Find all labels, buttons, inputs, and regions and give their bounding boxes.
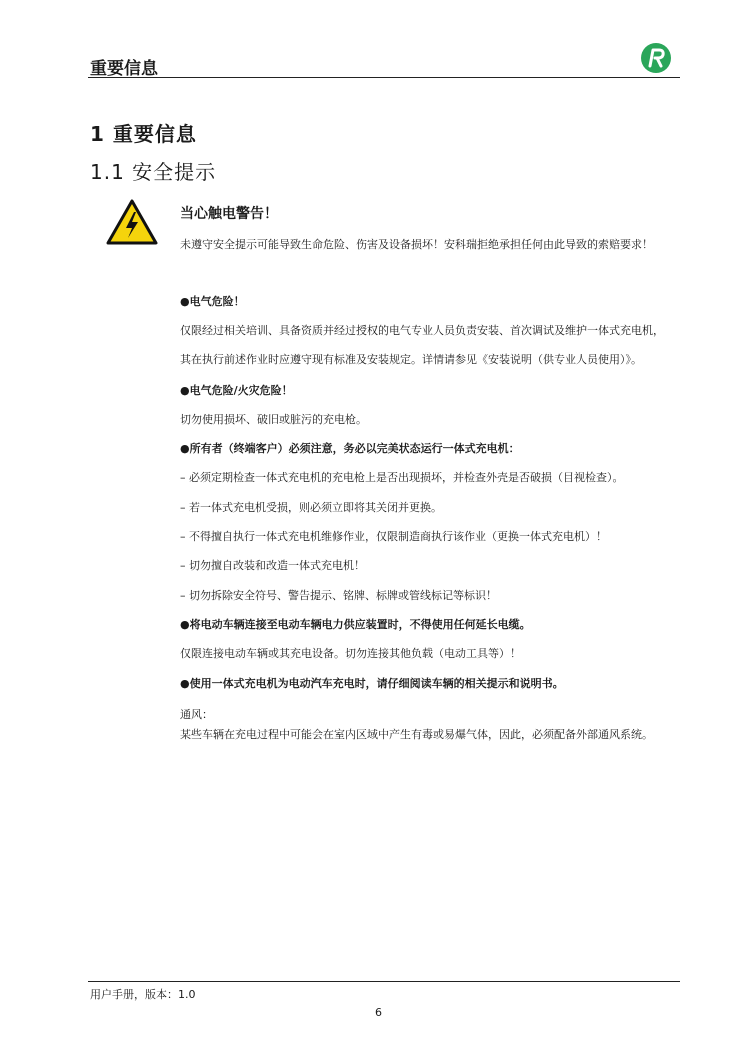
subsection-heading: 1.1 安全提示 — [90, 160, 217, 184]
paragraph-line: 切勿使用损坏、破旧或脏污的充电枪。 — [180, 413, 367, 426]
paragraph-line: 某些车辆在充电过程中可能会在室内区域中产生有毒或易爆气体，因此，必须配备外部通风系统。 — [180, 728, 653, 741]
list-item: – 不得擅自执行一体式充电机维修作业，仅限制造商执行该作业（更换一体式充电机）！ — [180, 530, 607, 543]
list-item: – 必须定期检查一体式充电机的充电枪上是否出现损坏，并检查外壳是否破损（目视检查）。 — [180, 471, 624, 484]
list-item: – 若一体式充电机受损，则必须立即将其关闭并更换。 — [180, 501, 442, 514]
section-heading: 1 重要信息 — [90, 122, 197, 146]
warning-title: 当心触电警告！ — [180, 206, 278, 222]
bullet-heading: ●电气危险/火灾危险！ — [180, 384, 293, 397]
bullet-heading: ●所有者（终端客户）必须注意，务必以完美状态运行一体式充电机： — [180, 442, 520, 455]
list-item: – 切勿拆除安全符号、警告提示、铭牌、标牌或管线标记等标识！ — [180, 589, 497, 602]
page-number: 6 — [375, 1006, 382, 1019]
header-divider — [88, 77, 680, 78]
list-item: – 切勿擅自改装和改造一体式充电机！ — [180, 559, 365, 572]
warning-text: 未遵守安全提示可能导致生命危险、伤害及设备损坏！安科瑞拒绝承担任何由此导致的索赔要求！ — [180, 238, 653, 251]
bullet-heading: ●将电动车辆连接至电动车辆电力供应装置时，不得使用任何延长电缆。 — [180, 618, 531, 631]
paragraph-line: 仅限连接电动车辆或其充电设备。切勿连接其他负载（电动工具等）！ — [180, 647, 521, 660]
header-title: 重要信息 — [90, 59, 158, 79]
paragraph-line: 其在执行前述作业时应遵守现有标准及安装规定。详情请参见《安装说明（供专业人员使用）》。 — [180, 353, 642, 366]
bullet-heading: ●使用一体式充电机为电动汽车充电时，请仔细阅读车辆的相关提示和说明书。 — [180, 677, 564, 690]
paragraph-line: 仅限经过相关培训、具备资质并经过授权的电气专业人员负责安装、首次调试及维护一体式充电机， — [180, 324, 664, 337]
bullet-heading: ●电气危险！ — [180, 295, 245, 308]
footer-divider — [88, 981, 680, 982]
company-logo-icon — [640, 42, 672, 74]
high-voltage-warning-icon — [106, 198, 158, 246]
paragraph-line: 通风： — [180, 708, 213, 721]
footer-version: 用户手册，版本：1.0 — [90, 988, 196, 1001]
